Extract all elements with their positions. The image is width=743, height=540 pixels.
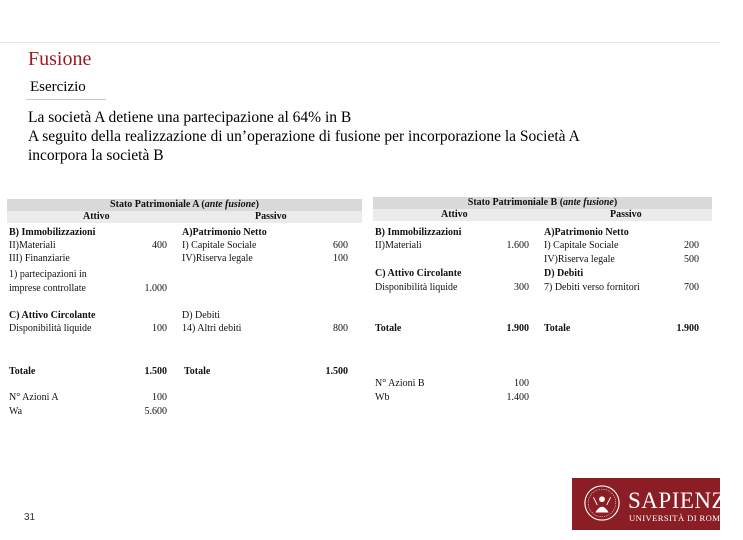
row-value: 100 [152,323,167,334]
row-value: 1.000 [144,283,167,294]
row-label: A)Patrimonio Netto [182,227,267,238]
row-value: 1.600 [506,240,529,251]
row-label: Disponibilità liquide [375,282,458,293]
passivo-header: Passivo [255,211,287,222]
row-value: 1.400 [506,392,529,403]
row-label: 1) partecipazioni in [9,269,87,280]
header-rule [0,42,720,43]
row-label: A)Patrimonio Netto [544,227,629,238]
row-value: 400 [152,240,167,251]
total-label: Totale [9,366,36,377]
total-value: 1.500 [144,366,167,377]
sheet-b-column-headers [373,209,712,221]
slide-title: Fusione [28,48,92,70]
total-value: 1.500 [325,366,348,377]
sheet-a-title: Stato Patrimoniale A (ante fusione) [7,199,362,211]
row-label: I) Capitale Sociale [182,240,257,251]
row-label: B) Immobilizzazioni [9,227,96,238]
row-label: 14) Altri debiti [182,323,242,334]
row-label: imprese controllate [9,283,86,294]
row-label: III) Finanziarie [9,253,70,264]
total-label: Totale [544,323,571,334]
total-value: 1.900 [676,323,699,334]
balance-sheet-b [373,197,712,412]
row-value: 200 [684,240,699,251]
row-label: N° Azioni A [9,392,59,403]
sheet-b-title: Stato Patrimoniale B (ante fusione) [373,197,712,209]
body-line: A seguito della realizzazione di un’operazione di fusione per incorporazione la Società A [28,128,580,145]
row-value: 600 [333,240,348,251]
row-value: 300 [514,282,529,293]
row-value: 100 [152,392,167,403]
attivo-header: Attivo [441,209,468,220]
logo-subtitle: UNIVERSITÀ DI ROMA [629,513,727,523]
slide-subtitle: Esercizio [30,79,86,95]
total-value: 1.900 [506,323,529,334]
row-label: IV)Riserva legale [544,254,615,265]
row-label: C) Attivo Circolante [9,310,96,321]
subtitle-rule [26,99,106,100]
row-label: N° Azioni B [375,378,425,389]
row-value: 100 [514,378,529,389]
row-label: I) Capitale Sociale [544,240,619,251]
row-label: II)Materiali [375,240,422,251]
total-label: Totale [375,323,402,334]
seal-icon [583,484,621,522]
row-label: Disponibilità liquide [9,323,92,334]
row-label: D) Debiti [544,268,584,279]
row-value: 500 [684,254,699,265]
total-label: Totale [184,366,211,377]
passivo-header: Passivo [610,209,642,220]
slide-body [28,108,708,165]
balance-sheet-a [7,199,362,429]
row-label: B) Immobilizzazioni [375,227,462,238]
row-label: Wa [9,406,23,417]
attivo-header: Attivo [83,211,110,222]
row-label: Wb [375,392,390,403]
row-value: 800 [333,323,348,334]
body-line: La società A detiene una partecipazione al 64% in B [28,109,352,126]
row-value: 5.600 [144,406,167,417]
row-label: C) Attivo Circolante [375,268,462,279]
university-logo [572,478,743,530]
row-label: IV)Riserva legale [182,253,253,264]
row-value: 700 [684,282,699,293]
sheet-a-column-headers [7,211,362,223]
row-label: D) Debiti [182,310,221,321]
body-line: incorpora la società B [28,147,164,164]
row-value: 100 [333,253,348,264]
logo-name: SAPIENZA [628,488,743,513]
row-label: 7) Debiti verso fornitori [544,282,640,293]
page-number: 31 [24,512,36,523]
row-label: II)Materiali [9,240,56,251]
